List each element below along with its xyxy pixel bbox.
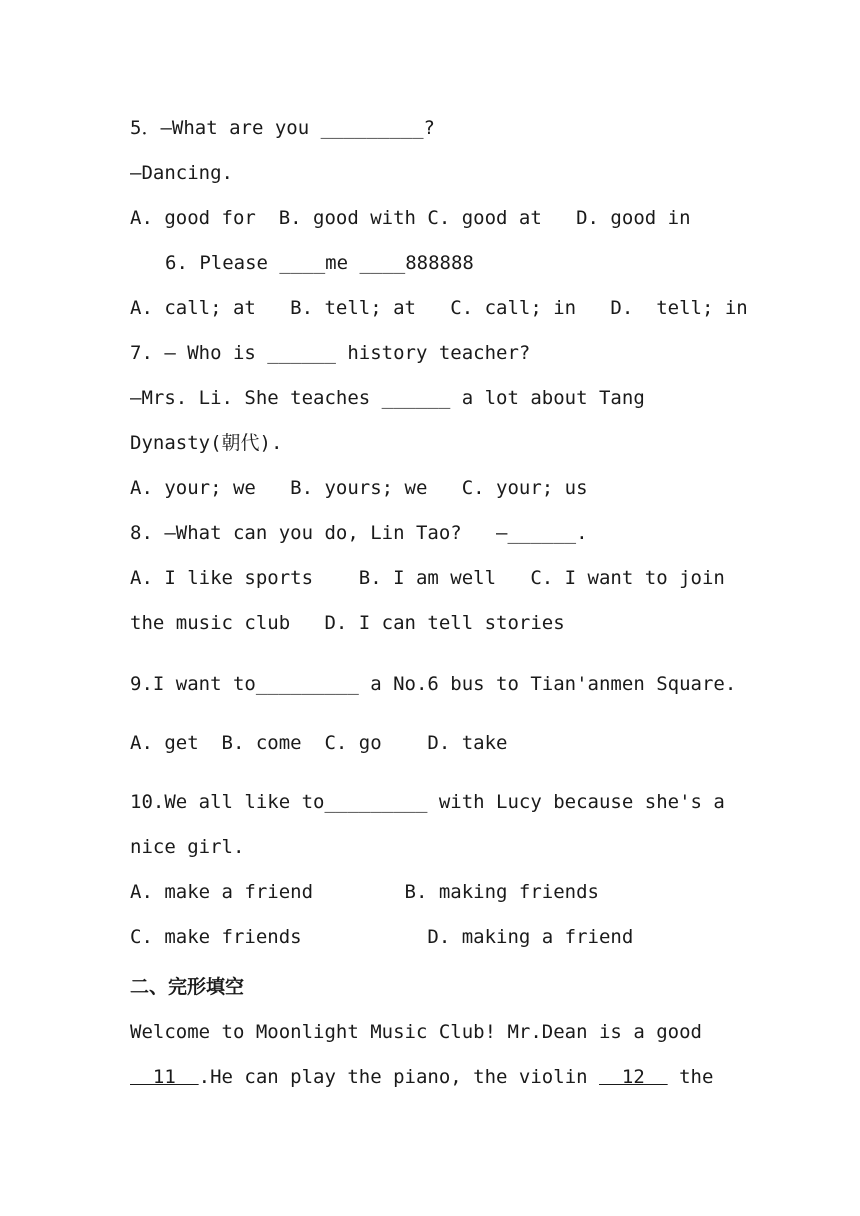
q10-stem-line-1: 10.We all like to_________ with Lucy because she's a	[130, 791, 725, 813]
q5-answer: —Dancing.	[130, 162, 233, 184]
q8-options-line-2: the music club D. I can tell stories	[130, 612, 565, 634]
q9-options: A. get B. come C. go D. take	[130, 732, 508, 754]
q8-options-line-1: A. I like sports B. I am well C. I want to join	[130, 567, 725, 589]
q6-stem: 6. Please ____me ____888888	[165, 252, 474, 274]
passage-line-2	[130, 1064, 713, 1090]
q6-options: A. call; at B. tell; at C. call; in D. tell; in	[130, 297, 748, 319]
q5-stem: 5．—What are you _________?	[130, 117, 435, 139]
q5-options: A. good for B. good with C. good at D. good in	[130, 207, 691, 229]
q10-options-line-2: C. make friends D. making a friend	[130, 926, 634, 948]
q7-answer-line-1: —Mrs. Li. She teaches ______ a lot about Tang	[130, 387, 645, 409]
section-2-heading: 二、完形填空	[130, 976, 245, 998]
q7-answer-line-2: Dynasty(朝代).	[130, 432, 283, 454]
passage-line-1: Welcome to Moonlight Music Club! Mr.Dean is a good	[130, 1021, 702, 1043]
passage-line-2-middle: .He can play the piano, the violin	[198, 1066, 600, 1088]
blank-11: 11	[130, 1066, 199, 1088]
q9-stem: 9.I want to_________ a No.6 bus to Tian'anmen Square.	[130, 673, 737, 695]
q8-stem: 8. —What can you do, Lin Tao? —______.	[130, 522, 588, 544]
blank-12: 12	[599, 1066, 668, 1088]
q10-stem-line-2: nice girl.	[130, 836, 245, 858]
q7-options: A. your; we B. yours; we C. your; us	[130, 477, 588, 499]
passage-line-2-end: the	[667, 1066, 714, 1088]
q7-stem: 7. — Who is ______ history teacher?	[130, 342, 531, 364]
q10-options-line-1: A. make a friend B. making friends	[130, 881, 599, 903]
